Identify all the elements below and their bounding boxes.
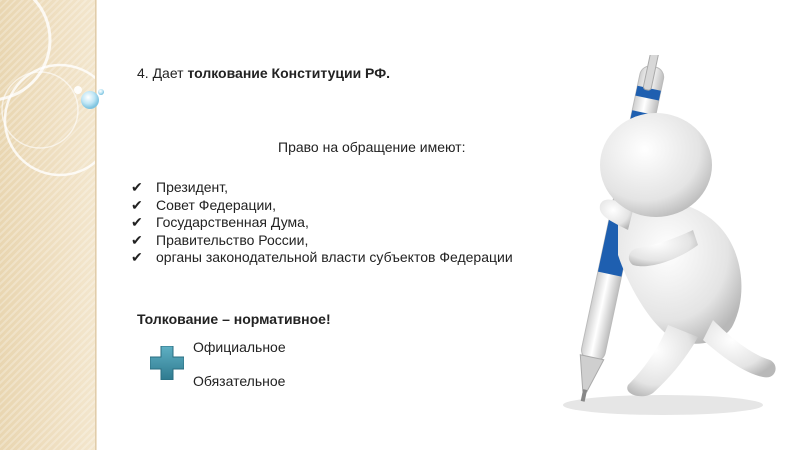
list-item [131, 214, 513, 232]
check-mark-icon: ✔ [131, 196, 143, 213]
eligible-list [131, 179, 513, 267]
list-item-label: Государственная Дума, [156, 214, 309, 230]
emphasis-text: Толкование – нормативное! [137, 311, 331, 327]
option-official: Официальное [193, 339, 286, 355]
check-mark-icon: ✔ [131, 249, 143, 265]
list-item-label: Президент, [156, 179, 229, 195]
list-item [131, 249, 513, 267]
check-mark-icon: ✔ [131, 214, 143, 230]
list-item-label: Правительство России, [156, 231, 309, 248]
plus-cross-icon [150, 346, 184, 380]
list-item [131, 197, 513, 215]
list-item [131, 179, 513, 197]
list-item-label: органы законодательной власти субъектов Федерации [156, 249, 513, 265]
list-item-label: Совет Федерации, [156, 196, 276, 213]
point-four-line [137, 65, 390, 82]
subtitle: Право на обращение имеют: [278, 139, 466, 155]
point-prefix: 4. Дает [137, 65, 188, 81]
check-mark-icon: ✔ [131, 231, 143, 248]
point-bold-text: толкование Конституции РФ. [187, 65, 391, 81]
option-mandatory: Обязательное [193, 373, 286, 389]
list-item [131, 232, 513, 250]
check-mark-icon: ✔ [131, 179, 143, 195]
person-with-pen-illustration [548, 55, 780, 420]
